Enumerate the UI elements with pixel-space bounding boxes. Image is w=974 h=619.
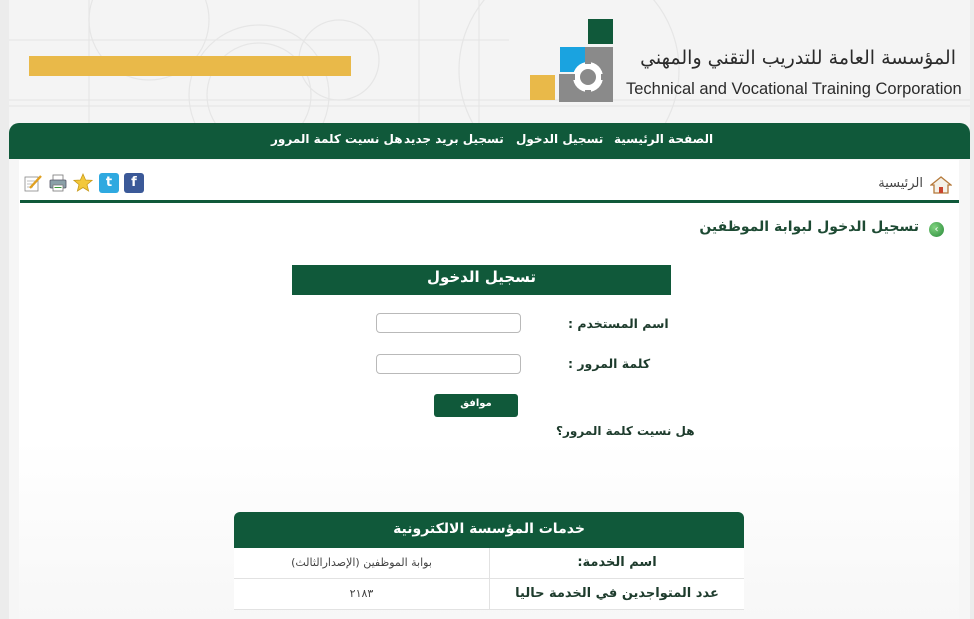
site-header: [9, 0, 970, 123]
page-title: تسجيل الدخول لبوابة الموظفين: [699, 219, 919, 235]
breadcrumb-home[interactable]: الرئيسية: [878, 176, 923, 191]
online-users-key: عدد المتواجدين في الخدمة حاليا: [515, 586, 719, 601]
submit-button[interactable]: موافق: [434, 394, 518, 417]
toolbar-divider: [20, 200, 959, 203]
nav-item-home[interactable]: الصفحة الرئيسية: [614, 132, 714, 146]
section-arrow-icon: ‹: [929, 222, 944, 237]
favorite-star-icon[interactable]: [73, 173, 93, 193]
header-accent-bar: [29, 56, 351, 76]
username-field[interactable]: [376, 313, 521, 333]
service-name-value: بوابة الموظفين (الإصدارالثالث): [234, 548, 490, 578]
password-label: كلمة المرور :: [568, 356, 651, 371]
table-row: [234, 579, 744, 610]
service-name-key: اسم الخدمة:: [577, 555, 657, 570]
print-icon[interactable]: [48, 173, 68, 193]
services-title: خدمات المؤسسة الالكترونية: [234, 512, 744, 548]
edit-note-icon[interactable]: [23, 173, 43, 193]
nav-item-forgot-password[interactable]: هل نسيت كلمة المرور: [271, 132, 403, 146]
main-nav: [9, 123, 970, 159]
online-users-value: ٢١٨٣: [234, 579, 490, 609]
org-name-english: Technical and Vocational Training Corporation: [626, 80, 962, 98]
password-field[interactable]: [376, 354, 521, 374]
nav-item-register-email[interactable]: تسجيل بريد جديد: [404, 132, 504, 146]
services-table: [234, 512, 744, 619]
table-row: [234, 548, 744, 579]
forgot-password-link[interactable]: هل نسيت كلمة المرور؟: [556, 424, 695, 438]
facebook-icon[interactable]: f: [124, 173, 144, 193]
home-icon[interactable]: [930, 175, 952, 195]
username-label: اسم المستخدم :: [568, 316, 669, 331]
tvtc-logo: [529, 18, 615, 104]
nav-item-login[interactable]: تسجيل الدخول: [516, 132, 604, 146]
org-name-arabic: المؤسسة العامة للتدريب التقني والمهني: [640, 47, 956, 69]
login-box-title: تسجيل الدخول: [292, 265, 671, 295]
twitter-icon[interactable]: t: [99, 173, 119, 193]
